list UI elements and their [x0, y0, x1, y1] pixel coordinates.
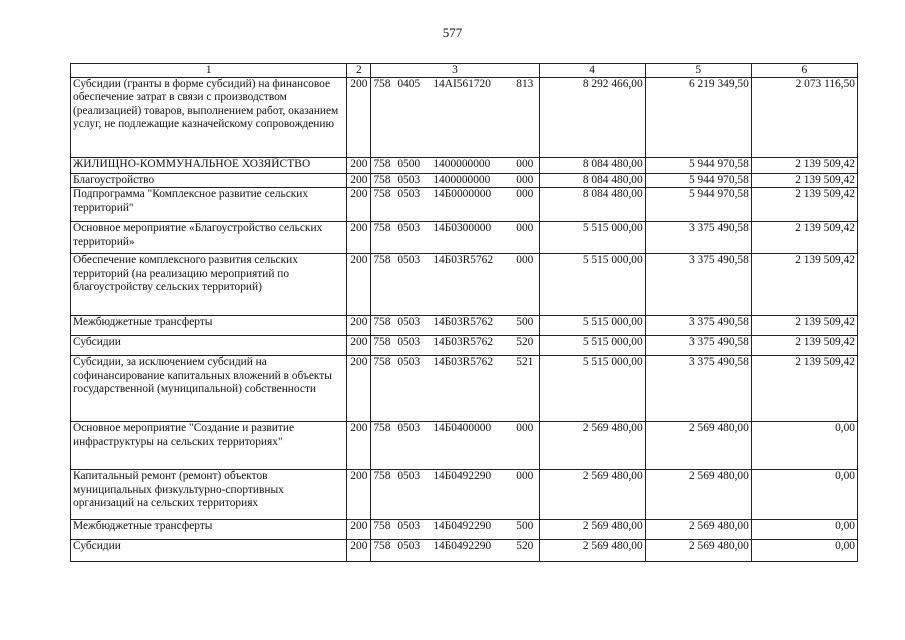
- row-code: [371, 254, 539, 316]
- code-part: 000: [516, 188, 534, 201]
- row-name: Межбюджетные трансферты: [71, 520, 347, 540]
- code-part: 758: [373, 174, 391, 187]
- code-part: 758: [373, 78, 391, 91]
- code-part: 0405: [397, 78, 421, 91]
- row-value-6: 2 139 509,42: [751, 158, 857, 174]
- row-value-4: 2 569 480,00: [539, 540, 645, 562]
- row-value-5: 5 944 970,58: [645, 188, 751, 222]
- table-row: [71, 78, 858, 158]
- code-part: 14Б03R5762: [433, 316, 494, 329]
- code-part: 14Б0492290: [433, 470, 492, 483]
- row-value-5: 2 569 480,00: [645, 470, 751, 520]
- row-value-5: 2 569 480,00: [645, 422, 751, 470]
- row-col2: 200: [347, 540, 371, 562]
- row-name: Основное мероприятие «Благоустройство сельских территорий»: [71, 222, 347, 254]
- row-code: [371, 540, 539, 562]
- row-code: [371, 336, 539, 356]
- header-cell: 1: [71, 64, 347, 78]
- row-col2: 200: [347, 336, 371, 356]
- row-value-6: 2 139 509,42: [751, 356, 857, 422]
- row-value-6: 0,00: [751, 520, 857, 540]
- row-col2: 200: [347, 316, 371, 336]
- row-value-6: 2 073 116,50: [751, 78, 857, 158]
- header-cell: 6: [751, 64, 857, 78]
- code-part: 14Б0400000: [433, 422, 492, 435]
- row-name: Субсидии: [71, 540, 347, 562]
- code-part: 0503: [397, 222, 421, 235]
- row-value-4: 5 515 000,00: [539, 356, 645, 422]
- row-value-6: 0,00: [751, 422, 857, 470]
- row-value-4: 5 515 000,00: [539, 222, 645, 254]
- row-value-6: 0,00: [751, 540, 857, 562]
- table-row: [71, 540, 858, 562]
- code-part: 500: [516, 316, 534, 329]
- header-cell: 5: [645, 64, 751, 78]
- row-value-4: 5 515 000,00: [539, 336, 645, 356]
- code-part: 758: [373, 336, 391, 349]
- row-col2: 200: [347, 254, 371, 316]
- row-name: Основное мероприятие "Создание и развитие инфраструктуры на сельских территориях": [71, 422, 347, 470]
- code-part: 14Б0492290: [433, 540, 492, 553]
- row-col2: 200: [347, 174, 371, 188]
- code-part: 14АI561720: [433, 78, 491, 91]
- row-value-4: 2 569 480,00: [539, 422, 645, 470]
- row-value-4: 8 084 480,00: [539, 188, 645, 222]
- row-col2: 200: [347, 78, 371, 158]
- table-row: [71, 336, 858, 356]
- row-value-5: 5 944 970,58: [645, 174, 751, 188]
- row-value-5: 3 375 490,58: [645, 356, 751, 422]
- code-part: 758: [373, 422, 391, 435]
- row-name: Обеспечение комплексного развития сельских территорий (на реализацию мероприятий по благоустройству сельских территорий): [71, 254, 347, 316]
- table-row: [71, 254, 858, 316]
- table-row: [71, 316, 858, 336]
- row-col2: 200: [347, 188, 371, 222]
- code-part: 0503: [397, 422, 421, 435]
- row-name: Межбюджетные трансферты: [71, 316, 347, 336]
- row-name: Благоустройство: [71, 174, 347, 188]
- budget-table: [70, 63, 858, 562]
- row-value-4: 8 292 466,00: [539, 78, 645, 158]
- row-col2: 200: [347, 356, 371, 422]
- row-value-5: 3 375 490,58: [645, 316, 751, 336]
- code-part: 758: [373, 520, 391, 533]
- row-code: [371, 520, 539, 540]
- table-row: [71, 356, 858, 422]
- row-value-4: 2 569 480,00: [539, 470, 645, 520]
- row-col2: 200: [347, 158, 371, 174]
- row-code: [371, 222, 539, 254]
- row-col2: 200: [347, 222, 371, 254]
- row-code: [371, 316, 539, 336]
- code-part: 0503: [397, 316, 421, 329]
- row-value-6: 2 139 509,42: [751, 188, 857, 222]
- code-part: 0503: [397, 254, 421, 267]
- code-part: 813: [516, 78, 534, 91]
- code-part: 520: [516, 336, 534, 349]
- row-code: [371, 422, 539, 470]
- code-part: 000: [516, 158, 534, 171]
- row-value-4: 5 515 000,00: [539, 316, 645, 336]
- code-part: 14Б03R5762: [433, 336, 494, 349]
- table-row: [71, 520, 858, 540]
- code-part: 14Б0000000: [433, 188, 492, 201]
- row-name: Подпрограмма "Комплексное развитие сельских территорий": [71, 188, 347, 222]
- row-value-4: 5 515 000,00: [539, 254, 645, 316]
- code-part: 0500: [397, 158, 421, 171]
- row-value-4: 2 569 480,00: [539, 520, 645, 540]
- table-row: [71, 422, 858, 470]
- code-part: 000: [516, 222, 534, 235]
- code-part: 521: [516, 356, 534, 369]
- row-col2: 200: [347, 520, 371, 540]
- row-value-5: 5 944 970,58: [645, 158, 751, 174]
- row-col2: 200: [347, 470, 371, 520]
- code-part: 758: [373, 540, 391, 553]
- code-part: 0503: [397, 188, 421, 201]
- row-value-5: 2 569 480,00: [645, 540, 751, 562]
- code-part: 0503: [397, 470, 421, 483]
- header-cell: 2: [347, 64, 371, 78]
- row-code: [371, 356, 539, 422]
- table-row: [71, 158, 858, 174]
- code-part: 0503: [397, 336, 421, 349]
- code-part: 000: [516, 174, 534, 187]
- code-part: 0503: [397, 356, 421, 369]
- row-value-6: 0,00: [751, 470, 857, 520]
- code-part: 0503: [397, 540, 421, 553]
- row-name: Капитальный ремонт (ремонт) объектов муниципальных физкультурно-спортивных организаций на сельских территориях: [71, 470, 347, 520]
- table-header-row: [71, 64, 858, 78]
- row-code: [371, 158, 539, 174]
- row-col2: 200: [347, 422, 371, 470]
- code-part: 758: [373, 188, 391, 201]
- row-value-6: 2 139 509,42: [751, 336, 857, 356]
- row-code: [371, 78, 539, 158]
- row-value-5: 3 375 490,58: [645, 254, 751, 316]
- code-part: 0503: [397, 520, 421, 533]
- header-cell: 4: [539, 64, 645, 78]
- row-code: [371, 470, 539, 520]
- code-part: 758: [373, 158, 391, 171]
- code-part: 520: [516, 540, 534, 553]
- code-part: 14Б0492290: [433, 520, 492, 533]
- row-value-5: 2 569 480,00: [645, 520, 751, 540]
- row-value-6: 2 139 509,42: [751, 174, 857, 188]
- row-name: Субсидии, за исключением субсидий на софинансирование капитальных вложений в объекты государственной (муниципальной) собственности: [71, 356, 347, 422]
- code-part: 1400000000: [433, 174, 491, 187]
- table-row: [71, 470, 858, 520]
- code-part: 1400000000: [433, 158, 491, 171]
- code-part: 14Б03R5762: [433, 356, 494, 369]
- code-part: 000: [516, 470, 534, 483]
- code-part: 14Б03R5762: [433, 254, 494, 267]
- row-value-4: 8 084 480,00: [539, 158, 645, 174]
- code-part: 758: [373, 470, 391, 483]
- code-part: 758: [373, 356, 391, 369]
- table-row: [71, 188, 858, 222]
- code-part: 758: [373, 316, 391, 329]
- code-part: 14Б0300000: [433, 222, 492, 235]
- code-part: 000: [516, 254, 534, 267]
- code-part: 0503: [397, 174, 421, 187]
- table-row: [71, 222, 858, 254]
- page-number: 577: [442, 25, 463, 40]
- row-value-5: 3 375 490,58: [645, 336, 751, 356]
- row-value-4: 8 084 480,00: [539, 174, 645, 188]
- table-row: [71, 174, 858, 188]
- row-name: ЖИЛИЩНО-КОММУНАЛЬНОЕ ХОЗЯЙСТВО: [71, 158, 347, 174]
- row-value-6: 2 139 509,42: [751, 254, 857, 316]
- row-value-5: 6 219 349,50: [645, 78, 751, 158]
- row-name: Субсидии: [71, 336, 347, 356]
- code-part: 500: [516, 520, 534, 533]
- row-code: [371, 188, 539, 222]
- code-part: 758: [373, 222, 391, 235]
- row-value-6: 2 139 509,42: [751, 222, 857, 254]
- header-cell: 3: [371, 64, 539, 78]
- row-value-6: 2 139 509,42: [751, 316, 857, 336]
- row-code: [371, 174, 539, 188]
- row-value-5: 3 375 490,58: [645, 222, 751, 254]
- row-name: Субсидии (гранты в форме субсидий) на финансовое обеспечение затрат в связи с производством (реализацией) товаров, выполнением работ, оказанием услуг, не подлежащие казначейскому сопровождению: [71, 78, 347, 158]
- code-part: 000: [516, 422, 534, 435]
- code-part: 758: [373, 254, 391, 267]
